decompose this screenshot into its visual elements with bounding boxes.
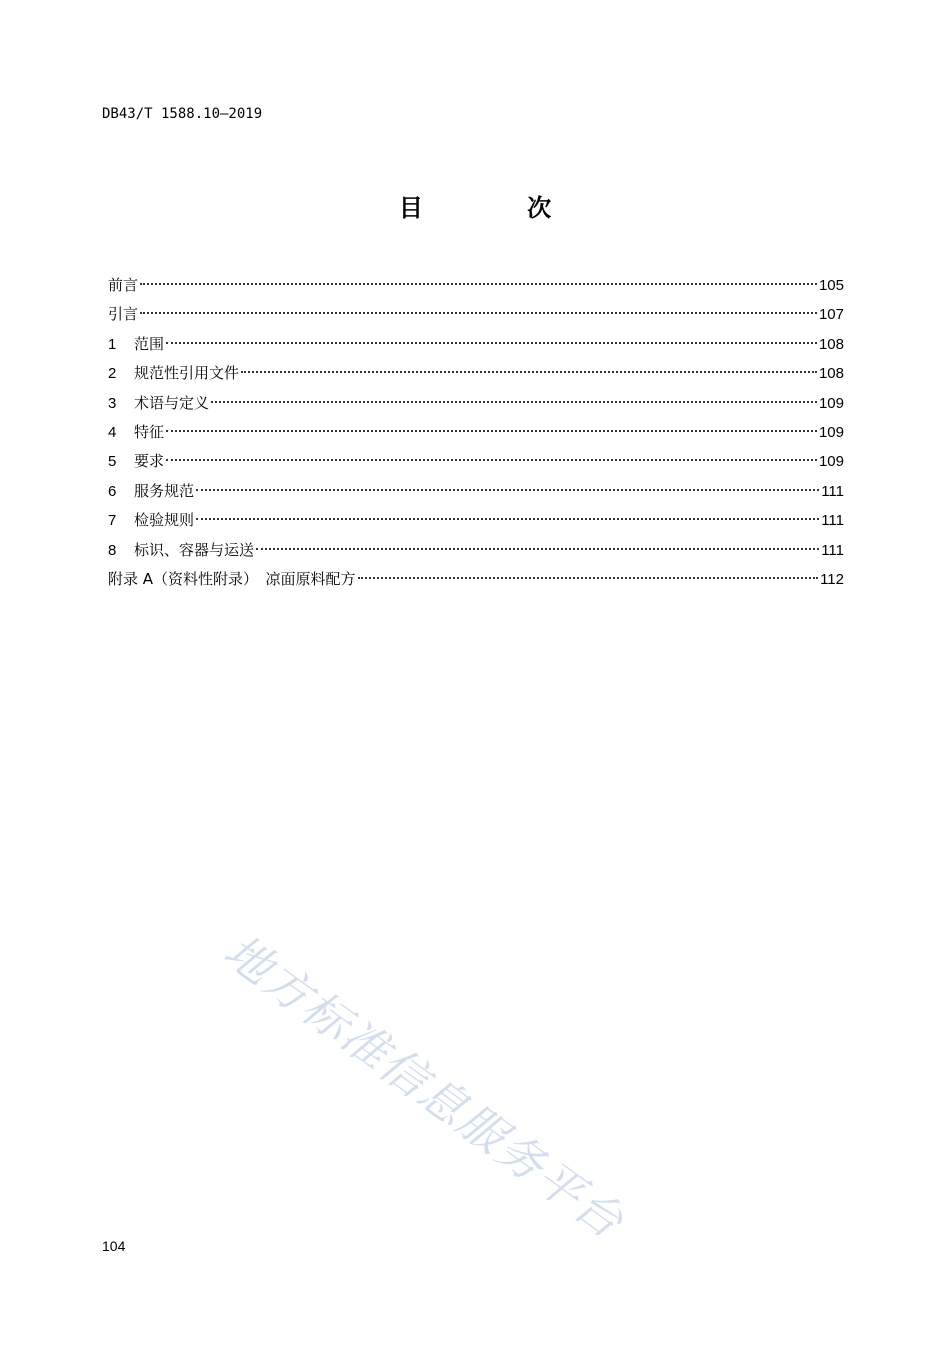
toc-label: 附录 A（资料性附录） 凉面原料配方 [108, 569, 356, 588]
toc-section-number: 3 [108, 394, 117, 412]
toc-leader [196, 489, 819, 491]
toc-leader [140, 312, 817, 314]
toc-label: 前言 [108, 276, 139, 294]
toc-leader [196, 518, 819, 520]
toc-label: 服务规范 [134, 481, 195, 500]
toc-page-number: 112 [820, 570, 844, 588]
toc-label: 规范性引用文件 [134, 364, 240, 383]
toc-page-number: 109 [818, 453, 844, 471]
toc-leader [211, 401, 817, 403]
toc-label: 要求 [134, 452, 165, 471]
page-title: 目 次 [398, 194, 600, 222]
toc-label: 标识、容器与运送 [134, 540, 255, 559]
toc-section-number: 7 [108, 512, 117, 530]
toc-label: 引言 [108, 305, 139, 324]
toc-entry-requirements[interactable] [108, 450, 844, 479]
toc-entry-labeling[interactable] [108, 539, 844, 568]
toc-page-number: 105 [818, 277, 844, 294]
toc-entry-service-specs[interactable] [108, 480, 844, 509]
toc-page-number: 111 [821, 541, 844, 559]
toc-label: 范围 [134, 334, 165, 353]
toc-section-number: 5 [108, 453, 117, 471]
toc-page-number: 111 [821, 512, 844, 530]
toc-entry-appendix-a[interactable] [108, 568, 844, 597]
watermark: 地方标准信息服务平台 [214, 923, 635, 1250]
toc-leader [358, 577, 819, 579]
toc-page-number: 111 [821, 482, 844, 500]
toc-page-number: 108 [818, 335, 844, 353]
toc-section-number: 8 [108, 541, 117, 559]
toc-section-number: 6 [108, 482, 117, 500]
page-number: 104 [102, 1238, 126, 1254]
toc-leader [256, 548, 819, 550]
toc-entry-foreword[interactable] [108, 274, 844, 303]
table-of-contents [108, 274, 844, 597]
toc-section-number: 2 [108, 365, 117, 383]
toc-leader [166, 430, 817, 432]
toc-entry-terms[interactable] [108, 392, 844, 421]
toc-leader [241, 371, 817, 373]
toc-entry-inspection-rules[interactable] [108, 509, 844, 538]
document-code: DB43/T 1588.10—2019 [102, 106, 263, 122]
toc-page-number: 107 [818, 306, 844, 324]
toc-leader [140, 283, 817, 285]
toc-page-number: 109 [818, 394, 844, 412]
toc-entry-normative-references[interactable] [108, 362, 844, 391]
toc-label: 特征 [134, 422, 165, 441]
toc-entry-scope[interactable] [108, 333, 844, 362]
toc-page-number: 108 [818, 365, 844, 383]
toc-leader [166, 459, 817, 461]
toc-section-number: 4 [108, 423, 117, 441]
toc-label: 检验规则 [134, 511, 195, 530]
toc-entry-introduction[interactable] [108, 303, 844, 332]
toc-entry-characteristics[interactable] [108, 421, 844, 450]
toc-leader [166, 342, 817, 344]
toc-label: 术语与定义 [134, 393, 210, 412]
toc-page-number: 109 [818, 423, 844, 441]
toc-section-number: 1 [108, 335, 117, 353]
